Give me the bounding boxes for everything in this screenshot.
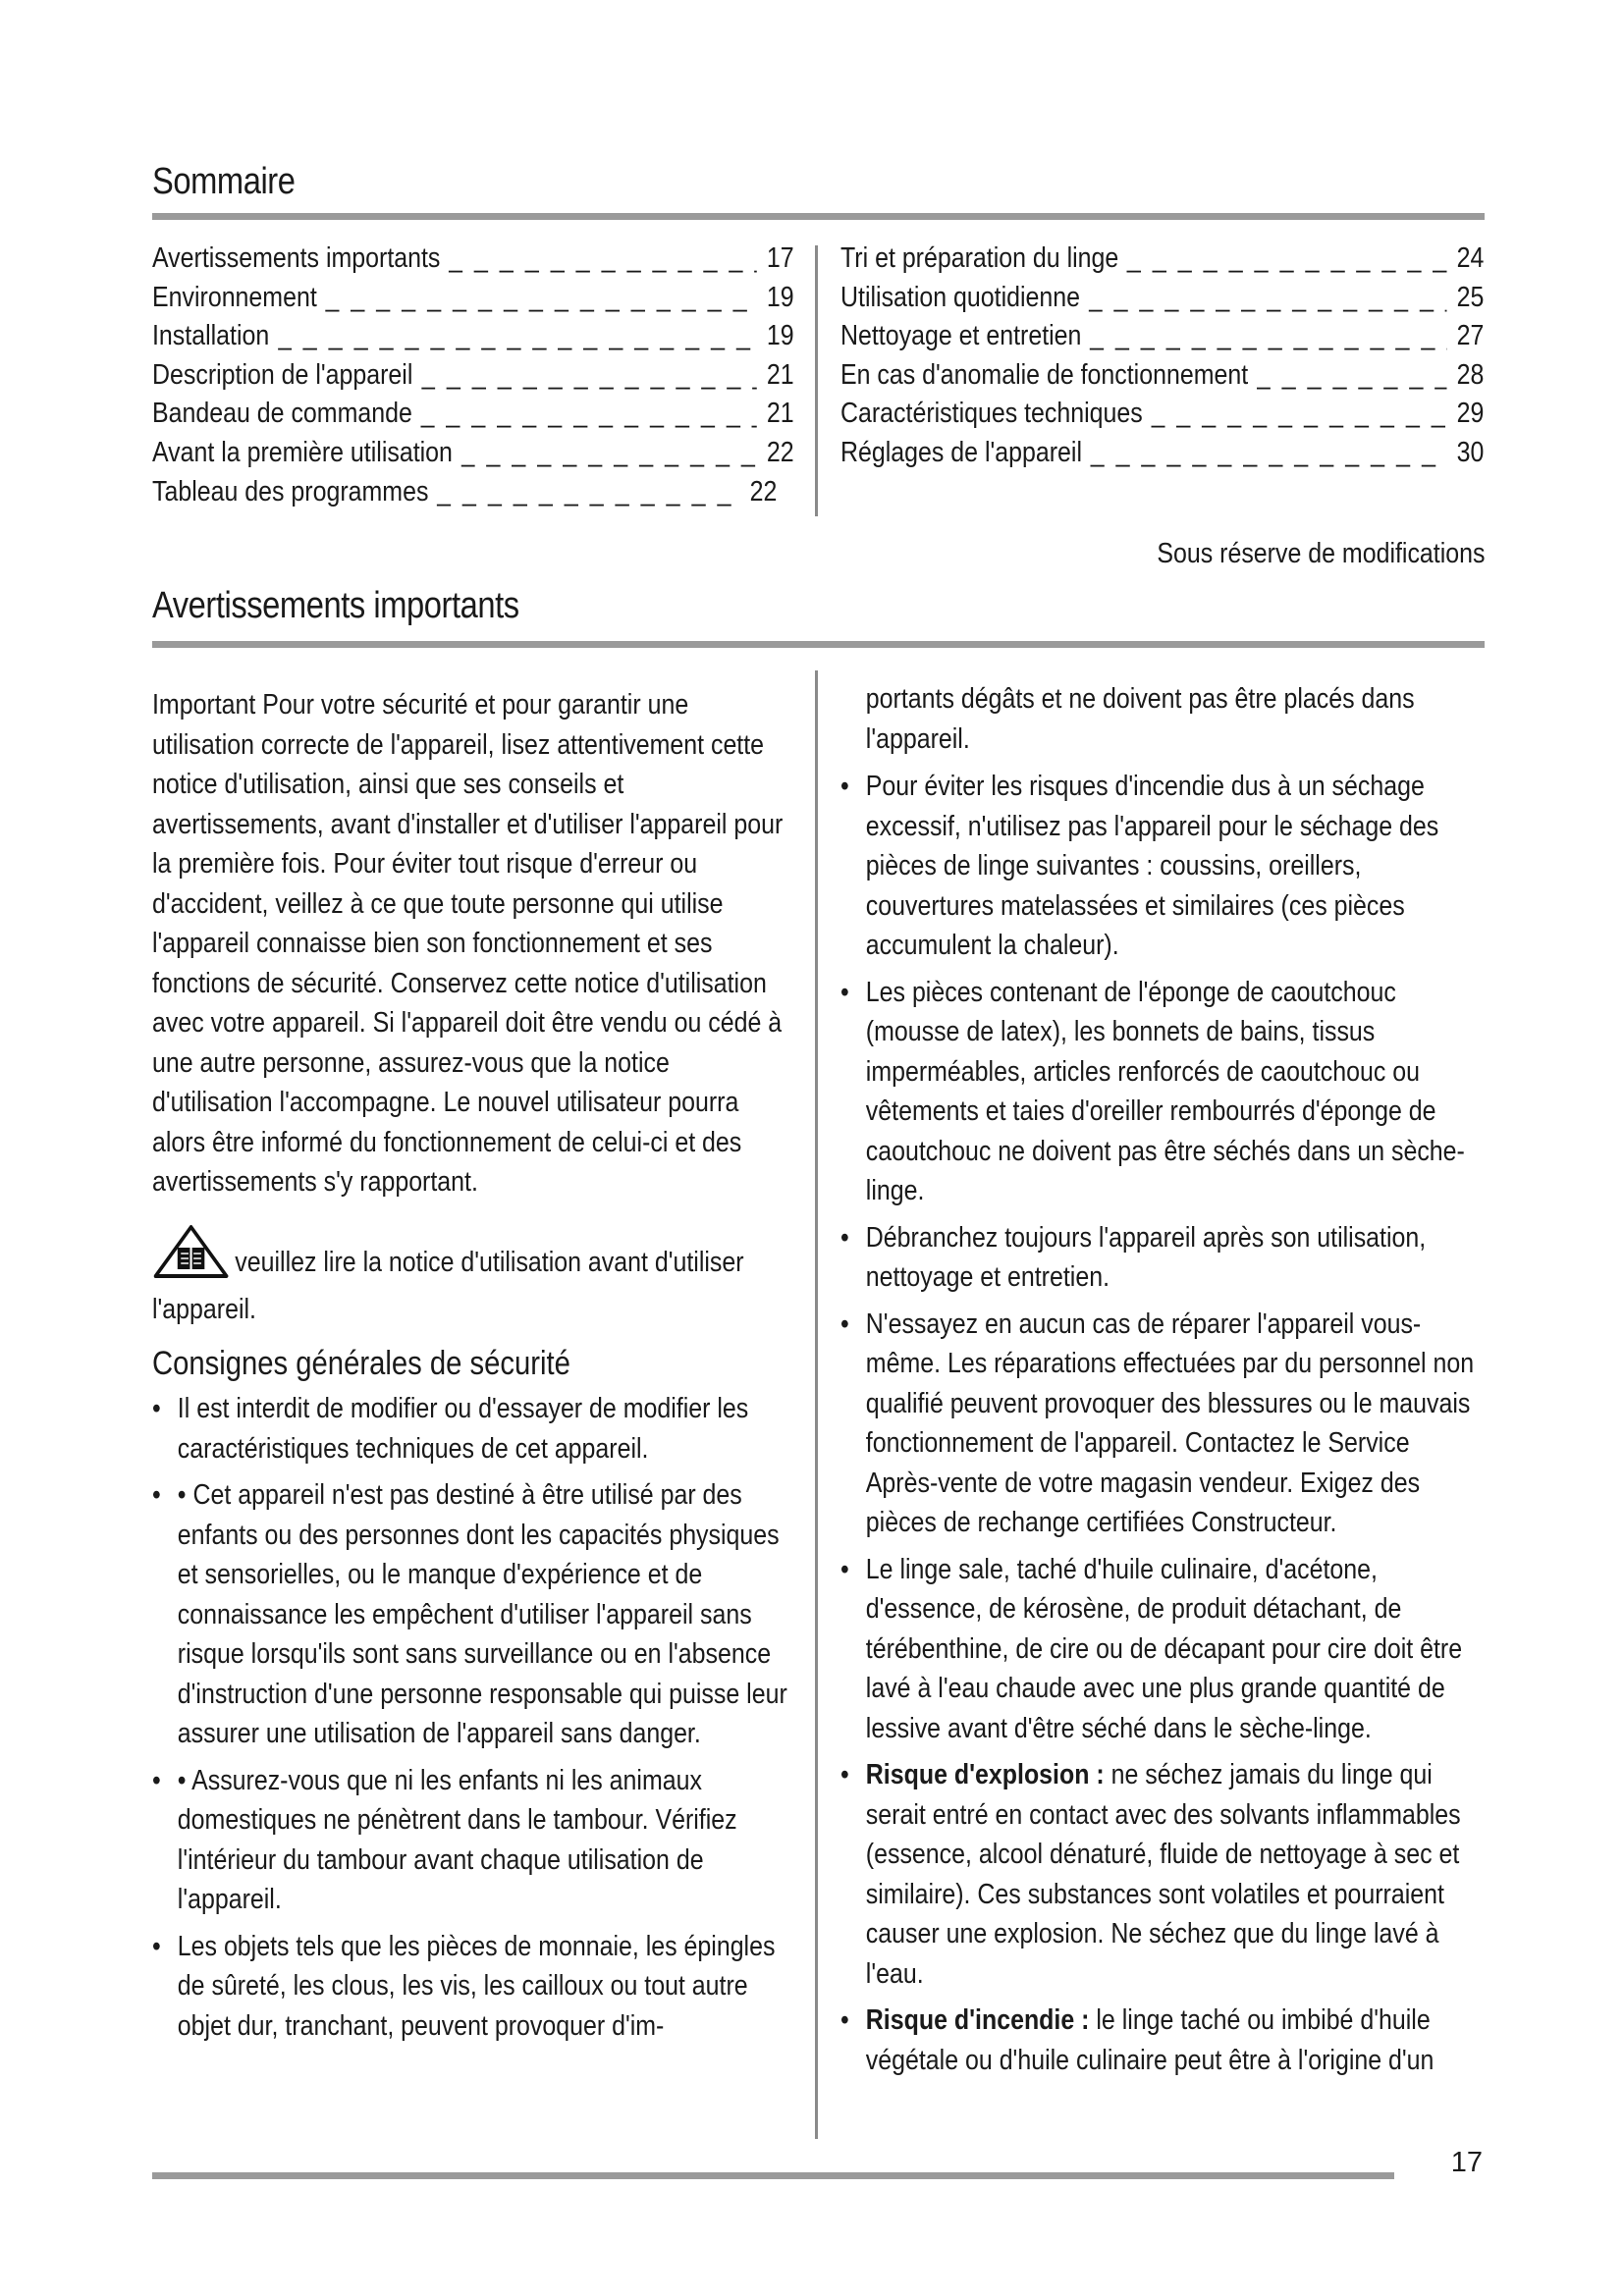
footer-rule bbox=[152, 2172, 1394, 2179]
warnings-right-column bbox=[840, 679, 1485, 2087]
bullet: • bbox=[152, 1393, 161, 1424]
toc-entry[interactable]: Bandeau de commande _ _ _ 21 bbox=[152, 395, 794, 434]
toc-left bbox=[152, 240, 794, 511]
toc-entry[interactable]: Environnement _ _ _ 19 bbox=[152, 279, 794, 318]
toc-right bbox=[840, 240, 1485, 473]
list-item: • • Assurez-vous que ni les enfants ni les animaux domestiques ne pénètrent dans le tambour. Vérifiez l'intérieur du tambour avant chaque utilisation de l'appareil. bbox=[152, 1761, 790, 1920]
toc-entry[interactable]: Avertissements importants _ _ _ 17 bbox=[152, 240, 794, 279]
intro-paragraph: Important Pour votre sécurité et pour garantir une utilisation correcte de l'appareil, lisez attentivement cette notice d'utilisation, ainsi que ses conseils et avertissements, avant d'installer et d'utiliser l'appareil pour la première fois. Pour éviter tout risque d'erreur ou d'accident, veillez à ce que toute personne qui utilise l'appareil connaisse bien son fonctionnement et ses fonctions de sécurité. Conservez cette notice d'utilisation avec votre appareil. Si l'appareil doit être vendu ou cédé à une autre personne, assurez-vous que la notice d'utilisation l'accompagne. Le nouvel utilisateur pourra alors être informé du fonctionnement de celui-ci et des avertissements s'y rapportant. bbox=[152, 689, 784, 1198]
list-item-continuation: portants dégâts et ne doivent pas être placés dans l'appareil. bbox=[865, 683, 1415, 755]
list-item-explosion-risk: • Risque d'explosion : ne séchez jamais du linge qui serait entré en contact avec des solvants inflammables (essence, alcool dénaturé, fluide de nettoyage à sec et similaire). Ces substances sont volatiles et pourraient causer une explosion. Ne séchez que du linge lavé à l'eau. bbox=[840, 1755, 1485, 1994]
bullet: • bbox=[840, 1553, 849, 1585]
toc-entry[interactable]: En cas d'anomalie de fonctionnement _ _ _ 28 bbox=[840, 356, 1484, 396]
explosion-risk-label: Risque d'explosion : bbox=[865, 1759, 1105, 1790]
column-divider bbox=[815, 670, 818, 2139]
list-item: • Pour éviter les risques d'incendie dus à un séchage excessif, n'utilisez pas l'appareil pour le séchage des pièces de linge suivantes : coussins, oreillers, couvertures matelassées et similaires (ces pièces accumulent la chaleur). bbox=[840, 767, 1485, 966]
list-item: • • Cet appareil n'est pas destiné à être utilisé par des enfants ou des personnes dont les capacités physiques et sensorielles, ou le manque d'expérience et de connaissance les empêchent d'utiliser l'appareil sans risque lorsqu'ils sont sans surveillance ou en l'absence d'instruction d'une personne responsable qui puisse leur assurer une utilisation de l'appareil sans danger. bbox=[152, 1475, 790, 1754]
manual-notice-text: veuillez lire la notice d'utilisation avant d'utiliser l'appareil. bbox=[152, 1246, 744, 1325]
summary-title: Sommaire bbox=[152, 161, 296, 202]
bullet: • bbox=[840, 771, 849, 802]
page-number: 17 bbox=[1450, 2147, 1483, 2178]
toc-entry[interactable]: Tableau des programmes _ _ _ 22 bbox=[152, 473, 777, 512]
bullet: • bbox=[152, 1930, 161, 1962]
toc-divider bbox=[815, 245, 818, 516]
warnings-left-column bbox=[152, 685, 790, 2053]
list-item: • Débranchez toujours l'appareil après son utilisation, nettoyage et entretien. bbox=[840, 1218, 1485, 1298]
toc-entry[interactable]: Nettoyage et entretien _ _ _ 27 bbox=[840, 317, 1484, 356]
toc-entry[interactable]: Avant la première utilisation _ _ _ 22 bbox=[152, 434, 794, 473]
list-item: • Il est interdit de modifier ou d'essayer de modifier les caractéristiques techniques de cet appareil. bbox=[152, 1389, 790, 1468]
bullet: • bbox=[152, 1764, 161, 1796]
manual-notice bbox=[152, 1224, 790, 1330]
general-safety-heading: Consignes générales de sécurité bbox=[152, 1344, 570, 1382]
list-item-fire-risk: • Risque d'incendie : le linge taché ou imbibé d'huile végétale ou d'huile culinaire peut être à l'origine d'un bbox=[840, 2001, 1485, 2080]
bullet: • bbox=[152, 1479, 161, 1511]
list-item: • Les pièces contenant de l'éponge de caoutchouc (mousse de latex), les bonnets de bains, tissus imperméables, articles renforcés de caoutchouc ou vêtements et taies d'oreiller rembourrés d'éponge de caoutchouc ne doivent pas être séchés dans un sèche-linge. bbox=[840, 973, 1485, 1211]
warnings-title: Avertissements importants bbox=[152, 585, 519, 626]
toc-entry[interactable]: Caractéristiques techniques _ _ _ 29 bbox=[840, 395, 1484, 434]
bullet: • bbox=[840, 1308, 849, 1340]
list-item: • Le linge sale, taché d'huile culinaire, d'acétone, d'essence, de kérosène, de produit détachant, de térébenthine, de cire ou de décapant pour cire doit être lavé à l'eau chaude avec une plus grande quantité de lessive avant d'être séché dans le sèche-linge. bbox=[840, 1550, 1485, 1749]
warnings-rule bbox=[152, 641, 1485, 648]
toc-entry[interactable]: Description de l'appareil _ _ _ 21 bbox=[152, 356, 794, 396]
bullet: • bbox=[840, 976, 849, 1008]
toc-entry[interactable]: Tri et préparation du linge _ _ _ 24 bbox=[840, 240, 1484, 279]
modifications-note: Sous réserve de modifications bbox=[1156, 538, 1485, 569]
read-manual-warning-icon bbox=[152, 1224, 230, 1291]
toc-entry[interactable]: Réglages de l'appareil _ _ _ 30 bbox=[840, 434, 1484, 473]
list-item: • Les objets tels que les pièces de monnaie, les épingles de sûreté, les clous, les vis, les cailloux ou tout autre objet dur, tranchant, peuvent provoquer d'im- bbox=[152, 1927, 790, 2047]
bullet: • bbox=[840, 1221, 849, 1254]
summary-rule bbox=[152, 213, 1485, 220]
toc-entry[interactable]: Utilisation quotidienne _ _ _ 25 bbox=[840, 279, 1484, 318]
bullet: • bbox=[840, 2004, 849, 2036]
fire-risk-label: Risque d'incendie : bbox=[865, 2004, 1090, 2036]
toc-entry[interactable]: Installation _ _ _ 19 bbox=[152, 317, 794, 356]
list-item: • N'essayez en aucun cas de réparer l'appareil vous-même. Les réparations effectuées par du personnel non qualifié peuvent provoquer des blessures ou le mauvais fonctionnement de l'appareil. Contactez le Service Après-vente de votre magasin vendeur. Exigez des pièces de rechange certifiées Constructeur. bbox=[840, 1305, 1485, 1543]
bullet: • bbox=[840, 1759, 849, 1790]
